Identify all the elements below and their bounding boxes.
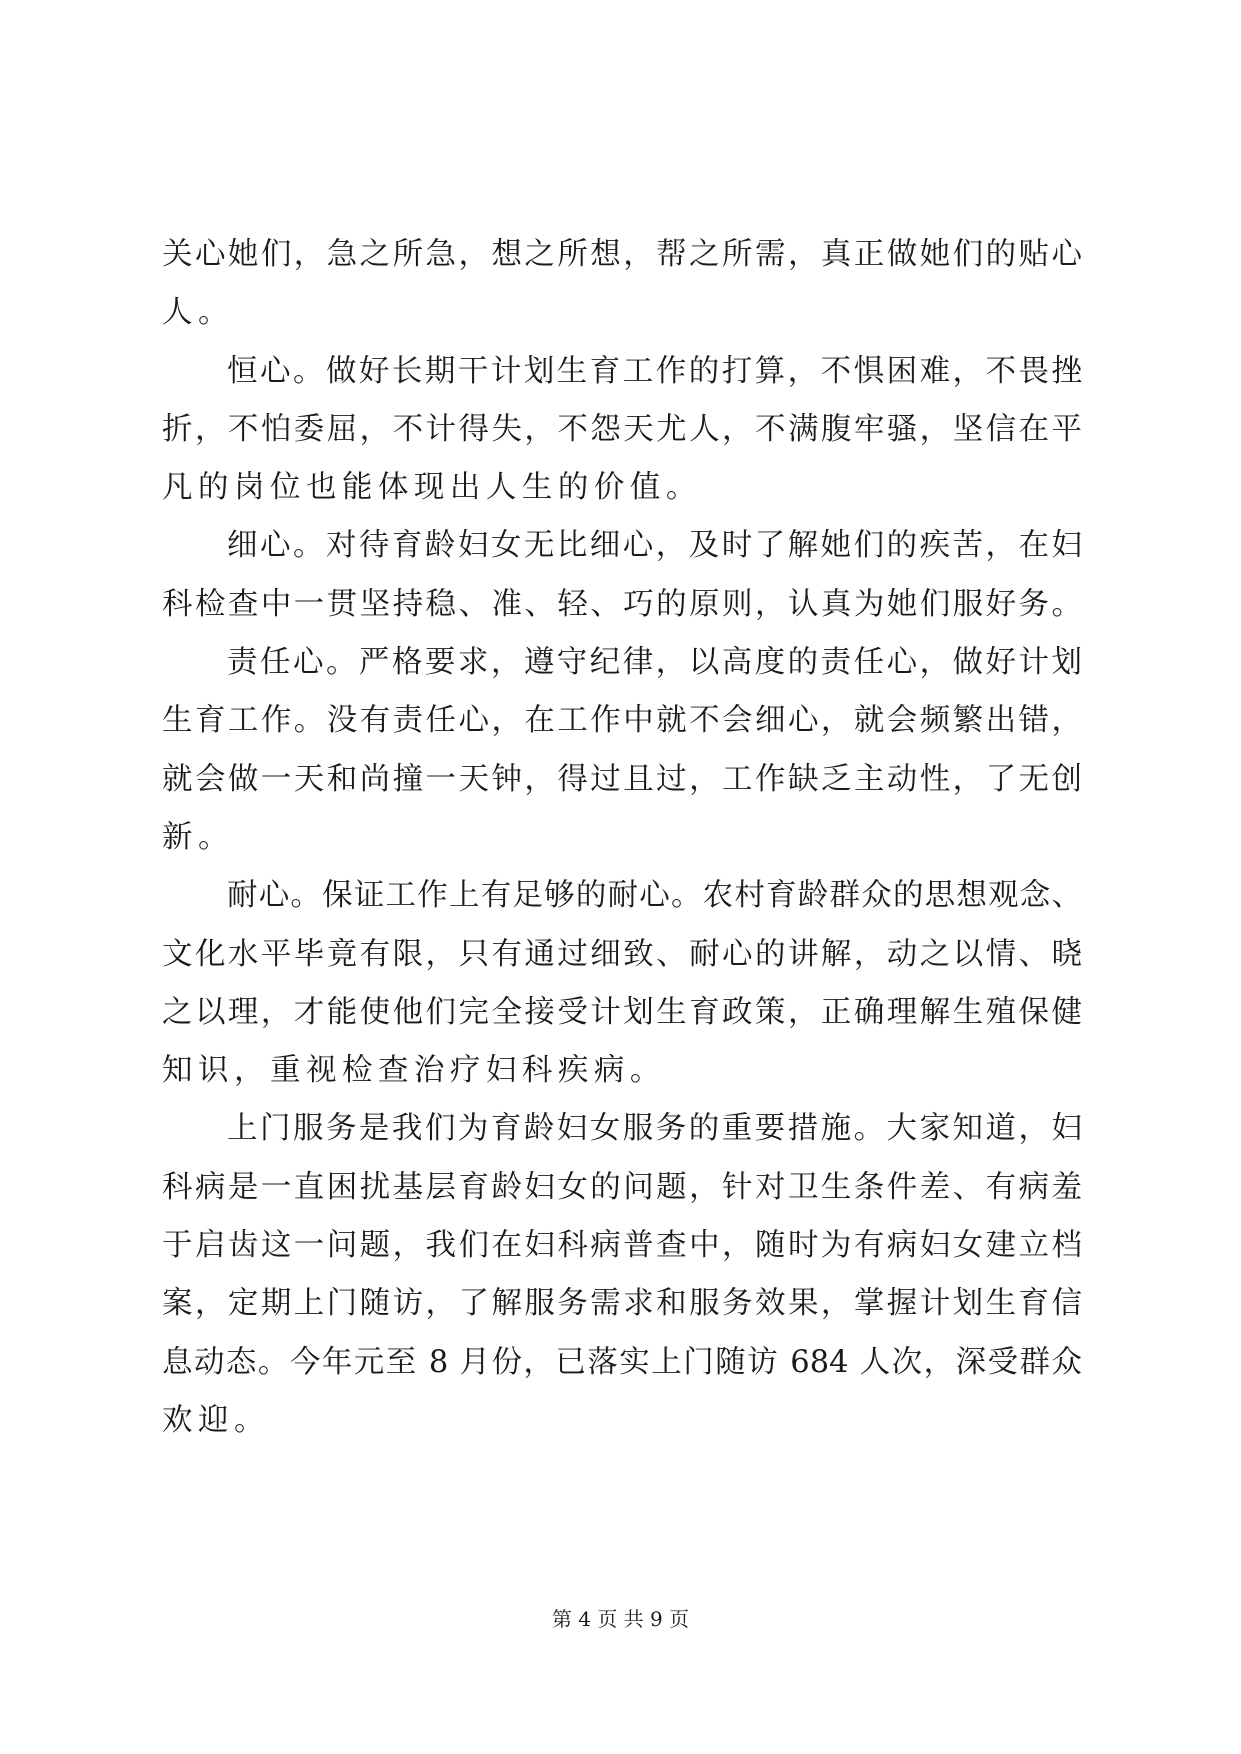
text-line: 就会做一天和尚撞一天钟，得过且过，工作缺乏主动性，了无创	[162, 761, 1082, 797]
text-line: 科病是一直困扰基层育龄妇女的问题，针对卫生条件差、有病羞	[162, 1169, 1082, 1205]
text-line: 人。	[162, 295, 234, 331]
text-line: 关心她们，急之所急，想之所想，帮之所需，真正做她们的贴心	[162, 237, 1082, 272]
text-line: 之以理，才能使他们完全接受计划生育政策，正确理解生殖保健	[162, 994, 1082, 1030]
text-line: 科检查中一贯坚持稳、准、轻、巧的原则，认真为她们服好务。	[162, 586, 1082, 622]
text-line: 生育工作。没有责任心，在工作中就不会细心，就会频繁出错，	[162, 703, 1082, 739]
paragraph-start-line: 细心。对待育龄妇女无比细心，及时了解她们的疾苦，在妇	[227, 528, 1082, 564]
text-line: 文化水平毕竟有限，只有通过细致、耐心的讲解，动之以情、晓	[162, 936, 1082, 972]
document-body	[162, 226, 1082, 1450]
paragraph-start-line: 上门服务是我们为育龄妇女服务的重要措施。大家知道，妇	[227, 1111, 1082, 1147]
page-number-footer: 第 4 页 共 9 页	[551, 1607, 690, 1631]
text-line: 折，不怕委屈，不计得失，不怨天尤人，不满腹牢骚，坚信在平	[162, 411, 1082, 447]
text-line: 于启齿这一问题，我们在妇科病普查中，随时为有病妇女建立档	[162, 1228, 1082, 1264]
text-line: 欢迎。	[162, 1402, 270, 1438]
text-line: 新。	[162, 819, 234, 855]
text-line: 案，定期上门随访，了解服务需求和服务效果，掌握计划生育信	[162, 1286, 1082, 1322]
paragraph-start-line: 恒心。做好长期干计划生育工作的打算，不惧困难，不畏挫	[227, 353, 1082, 389]
text-line: 凡的岗位也能体现出人生的价值。	[162, 470, 702, 506]
paragraph-start-line: 责任心。严格要求，遵守纪律，以高度的责任心，做好计划	[227, 645, 1082, 681]
paragraph-start-line: 耐心。保证工作上有足够的耐心。农村育龄群众的思想观念、	[227, 878, 1082, 914]
text-line: 息动态。今年元至 8 月份，已落实上门随访 684 人次，深受群众	[162, 1344, 1082, 1380]
text-line: 知识，重视检查治疗妇科疾病。	[162, 1053, 666, 1089]
